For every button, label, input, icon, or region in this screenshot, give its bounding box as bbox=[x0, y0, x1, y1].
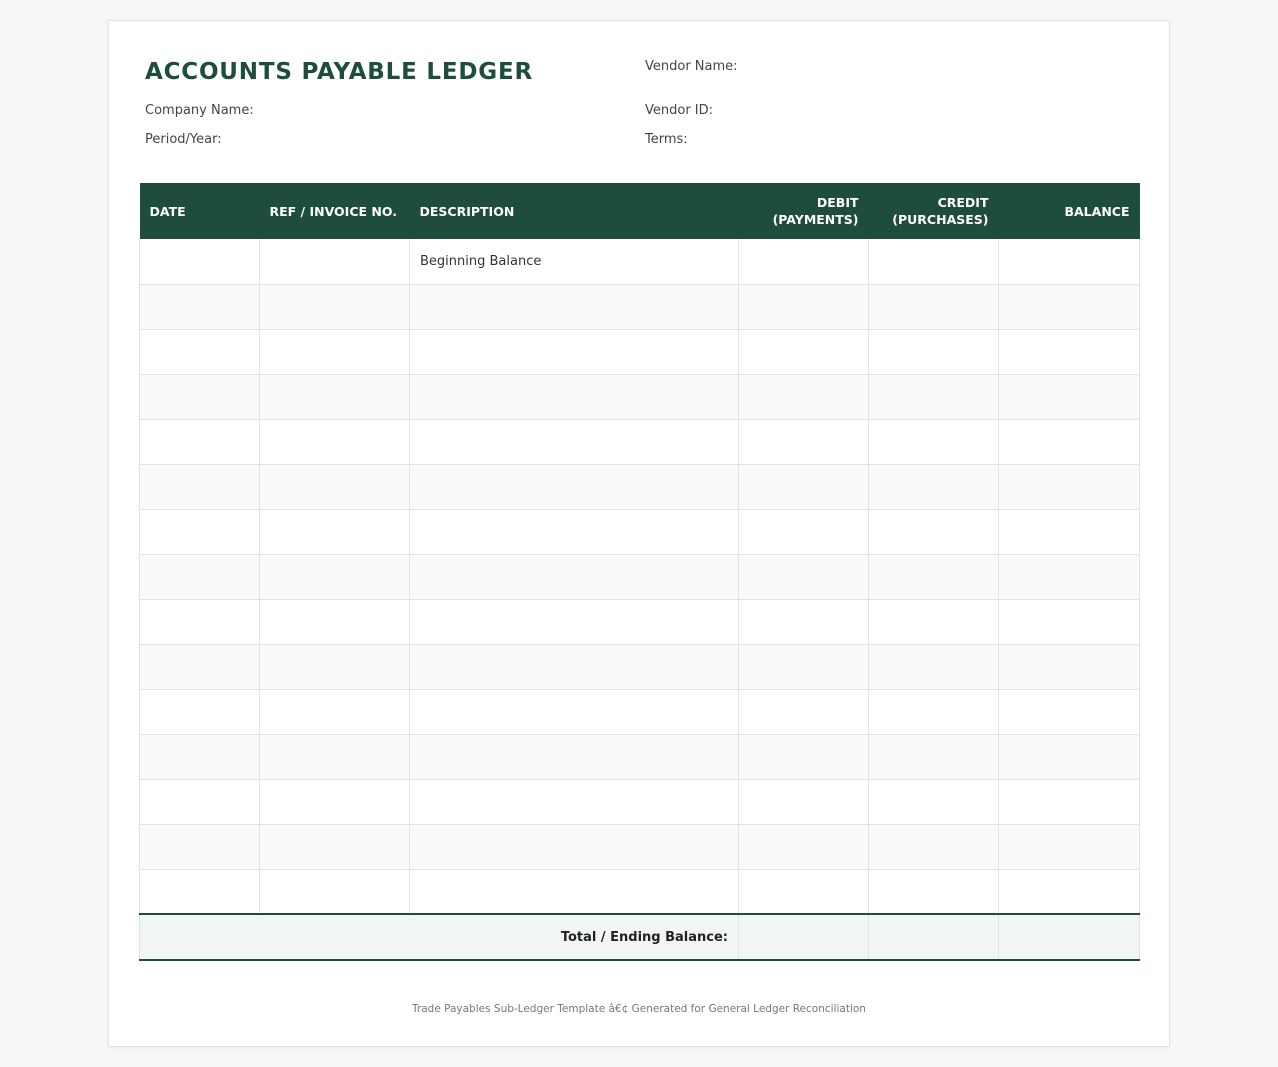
debit-cell[interactable] bbox=[739, 734, 869, 779]
balance-cell[interactable] bbox=[999, 239, 1140, 284]
ledger-table-body bbox=[140, 239, 1140, 914]
balance-cell[interactable] bbox=[999, 374, 1140, 419]
credit-cell[interactable] bbox=[869, 509, 999, 554]
total-ending-balance-label: Total / Ending Balance: bbox=[140, 914, 739, 960]
debit-cell[interactable] bbox=[739, 779, 869, 824]
description-cell[interactable] bbox=[410, 779, 739, 824]
credit-cell[interactable] bbox=[869, 824, 999, 869]
date-cell[interactable] bbox=[140, 554, 260, 599]
balance-cell[interactable] bbox=[999, 284, 1140, 329]
table-row bbox=[140, 329, 1140, 374]
table-row bbox=[140, 734, 1140, 779]
vendor-name-label: Vendor Name: bbox=[645, 59, 738, 74]
date-cell[interactable] bbox=[140, 779, 260, 824]
ref-cell[interactable] bbox=[260, 284, 410, 329]
ref-cell[interactable] bbox=[260, 689, 410, 734]
debit-cell[interactable] bbox=[739, 824, 869, 869]
footer-note: Trade Payables Sub-Ledger Template â€¢ Generated for General Ledger Reconciliation bbox=[412, 1003, 866, 1015]
ref-cell[interactable] bbox=[260, 374, 410, 419]
date-cell[interactable] bbox=[140, 509, 260, 554]
description-cell[interactable] bbox=[410, 869, 739, 914]
date-cell[interactable] bbox=[140, 419, 260, 464]
balance-cell[interactable] bbox=[999, 329, 1140, 374]
date-cell[interactable] bbox=[140, 374, 260, 419]
col-header-description: DESCRIPTION bbox=[410, 183, 739, 239]
debit-cell[interactable] bbox=[739, 239, 869, 284]
table-row bbox=[140, 599, 1140, 644]
date-cell[interactable] bbox=[140, 734, 260, 779]
description-cell[interactable] bbox=[410, 734, 739, 779]
ref-cell[interactable] bbox=[260, 464, 410, 509]
credit-cell[interactable] bbox=[869, 554, 999, 599]
debit-cell[interactable] bbox=[739, 374, 869, 419]
credit-cell[interactable] bbox=[869, 869, 999, 914]
description-cell[interactable] bbox=[410, 419, 739, 464]
vendor-id-label: Vendor ID: bbox=[645, 103, 714, 118]
credit-cell[interactable] bbox=[869, 644, 999, 689]
company-name-label: Company Name: bbox=[145, 103, 254, 118]
balance-cell[interactable] bbox=[999, 824, 1140, 869]
ref-cell[interactable] bbox=[260, 419, 410, 464]
description-cell[interactable] bbox=[410, 509, 739, 554]
debit-cell[interactable] bbox=[739, 689, 869, 734]
description-cell[interactable] bbox=[410, 374, 739, 419]
credit-cell[interactable] bbox=[869, 734, 999, 779]
debit-cell[interactable] bbox=[739, 464, 869, 509]
description-cell[interactable] bbox=[410, 824, 739, 869]
terms-label: Terms: bbox=[645, 132, 688, 147]
description-cell[interactable] bbox=[410, 284, 739, 329]
table-row bbox=[140, 779, 1140, 824]
table-row bbox=[140, 644, 1140, 689]
period-year-label: Period/Year: bbox=[145, 132, 222, 147]
credit-cell[interactable] bbox=[869, 689, 999, 734]
debit-cell[interactable] bbox=[739, 329, 869, 374]
date-cell[interactable] bbox=[140, 869, 260, 914]
debit-cell[interactable] bbox=[739, 599, 869, 644]
ref-cell[interactable] bbox=[260, 779, 410, 824]
credit-cell[interactable] bbox=[869, 464, 999, 509]
ref-cell[interactable] bbox=[260, 824, 410, 869]
ledger-sheet bbox=[108, 20, 1170, 1047]
debit-cell[interactable] bbox=[739, 419, 869, 464]
balance-cell[interactable] bbox=[999, 779, 1140, 824]
col-header-ref: REF / INVOICE NO. bbox=[260, 183, 410, 239]
date-cell[interactable] bbox=[140, 644, 260, 689]
credit-cell[interactable] bbox=[869, 599, 999, 644]
table-row bbox=[140, 464, 1140, 509]
col-header-date: DATE bbox=[140, 183, 260, 239]
ledger-table bbox=[139, 183, 1140, 961]
balance-cell[interactable] bbox=[999, 644, 1140, 689]
table-row bbox=[140, 374, 1140, 419]
description-cell[interactable]: Beginning Balance bbox=[410, 239, 739, 284]
total-credit-cell[interactable] bbox=[869, 914, 999, 960]
credit-cell[interactable] bbox=[869, 329, 999, 374]
col-header-balance: BALANCE bbox=[999, 183, 1140, 239]
description-cell[interactable] bbox=[410, 689, 739, 734]
debit-cell[interactable] bbox=[739, 869, 869, 914]
debit-cell[interactable] bbox=[739, 554, 869, 599]
balance-cell[interactable] bbox=[999, 599, 1140, 644]
balance-cell[interactable] bbox=[999, 419, 1140, 464]
date-cell[interactable] bbox=[140, 824, 260, 869]
ref-cell[interactable] bbox=[260, 239, 410, 284]
credit-cell[interactable] bbox=[869, 419, 999, 464]
description-cell[interactable] bbox=[410, 554, 739, 599]
credit-cell[interactable] bbox=[869, 284, 999, 329]
table-row bbox=[140, 509, 1140, 554]
ref-cell[interactable] bbox=[260, 329, 410, 374]
ref-cell[interactable] bbox=[260, 509, 410, 554]
debit-cell[interactable] bbox=[739, 509, 869, 554]
balance-cell[interactable] bbox=[999, 869, 1140, 914]
debit-cell[interactable] bbox=[739, 644, 869, 689]
credit-cell[interactable] bbox=[869, 239, 999, 284]
description-cell[interactable] bbox=[410, 644, 739, 689]
ref-cell[interactable] bbox=[260, 644, 410, 689]
credit-cell[interactable] bbox=[869, 779, 999, 824]
balance-cell[interactable] bbox=[999, 464, 1140, 509]
col-header-credit: CREDIT (PURCHASES) bbox=[869, 183, 999, 239]
total-balance-cell[interactable] bbox=[999, 914, 1140, 960]
date-cell[interactable] bbox=[140, 239, 260, 284]
balance-cell[interactable] bbox=[999, 554, 1140, 599]
table-row bbox=[140, 284, 1140, 329]
description-cell[interactable] bbox=[410, 599, 739, 644]
table-row bbox=[140, 869, 1140, 914]
total-debit-cell[interactable] bbox=[739, 914, 869, 960]
page-title: ACCOUNTS PAYABLE LEDGER bbox=[145, 59, 533, 85]
table-row bbox=[140, 554, 1140, 599]
col-header-debit: DEBIT (PAYMENTS) bbox=[739, 183, 869, 239]
description-cell[interactable] bbox=[410, 329, 739, 374]
balance-cell[interactable] bbox=[999, 689, 1140, 734]
table-row bbox=[140, 689, 1140, 734]
date-cell[interactable] bbox=[140, 284, 260, 329]
ref-cell[interactable] bbox=[260, 734, 410, 779]
date-cell[interactable] bbox=[140, 464, 260, 509]
date-cell[interactable] bbox=[140, 689, 260, 734]
ledger-table-header bbox=[140, 183, 1140, 239]
credit-cell[interactable] bbox=[869, 374, 999, 419]
description-cell[interactable] bbox=[410, 464, 739, 509]
table-row bbox=[140, 824, 1140, 869]
date-cell[interactable] bbox=[140, 599, 260, 644]
debit-cell[interactable] bbox=[739, 284, 869, 329]
table-row bbox=[140, 239, 1140, 284]
ref-cell[interactable] bbox=[260, 869, 410, 914]
balance-cell[interactable] bbox=[999, 734, 1140, 779]
ref-cell[interactable] bbox=[260, 554, 410, 599]
date-cell[interactable] bbox=[140, 329, 260, 374]
ref-cell[interactable] bbox=[260, 599, 410, 644]
balance-cell[interactable] bbox=[999, 509, 1140, 554]
table-row bbox=[140, 419, 1140, 464]
ledger-table-footer bbox=[140, 914, 1140, 960]
